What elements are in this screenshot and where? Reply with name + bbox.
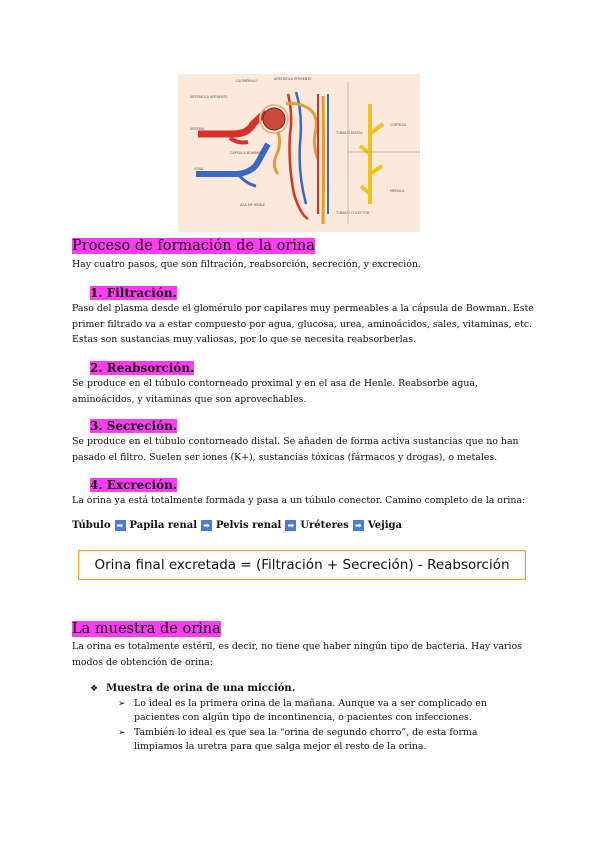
figure-label-7: TÚBULO DISTAL [336,131,363,135]
path-step-3: Pelvis renal [216,520,282,531]
step4-text: La orina ya está totalmente formada y pasa a un túbulo conector. Camino completo de la orina: [72,495,526,506]
sub-item-2 [118,726,518,754]
path-step-4: Uréteres [300,520,349,531]
diamond-bullet-icon: ❖ [90,683,99,694]
step4-heading-text: 4. Excreción. [90,478,178,492]
sample-heading [72,621,221,638]
arrow-right-icon: ➡ [115,520,126,531]
figure-label-2: ARTERIOLA EFERENTE [274,77,312,81]
sample-heading-text: La muestra de orina [72,621,221,637]
arrow-right-icon: ➡ [201,520,212,531]
sub-item-2-text: También lo ideal es que sea la “orina de segundo chorro”, de esta forma limpiamos la uretra para que salga mejor el resto de la orina. [134,727,478,752]
urine-path [72,520,402,531]
arrowhead-bullet-icon: ➢ [118,699,126,709]
path-step-5: Vejiga [367,520,402,531]
path-step-2: Papila renal [129,520,197,531]
formation-heading [72,238,315,255]
step2-heading-text: 2. Reabsorción. [90,361,195,375]
figure-label-4: ARTERIA [190,127,205,131]
step1-heading-text: 1. Filtración. [90,286,177,300]
figure-label-6: VENA [194,167,204,171]
arrow-right-icon: ➡ [285,520,296,531]
bullet-item [90,683,295,694]
step2-text: Se produce en el túbulo contorneado proximal y en el asa de Henle. Reabsorbe agua, aminoácidos, y vitaminas que son aprovechables. [72,378,478,405]
path-step-1: Túbulo [72,520,111,531]
step1-text: Paso del plasma desde el glomérulo por capilares muy permeables a la cápsula de Bowman. Este primer filtrado va a estar compuesto por agua, glucosa, urea, aminoácidos, sales, vitaminas, etc. Estas son sustancias muy valiosas, por lo que se necesita reabsorberlas. [72,303,534,345]
sub-item-1 [118,697,518,725]
figure-label-9: MÉDULA [390,189,405,193]
figure-label-11: TÚBULO COLECTOR [336,211,370,215]
figure-label-8: CORTEZA [390,123,407,127]
sub-item-1-text: Lo ideal es la primera orina de la mañana. Aunque va a ser complicado en pacientes con algún tipo de incontinencia, o pacientes con infecciones. [134,698,487,723]
formula-text: Orina final excretada = (Filtración + Secreción) - Reabsorción [94,557,510,573]
nephron-figure [178,74,420,232]
step3-heading-text: 3. Secreción. [90,419,178,433]
arrow-right-icon: ➡ [353,520,364,531]
nephron-diagram [178,74,420,232]
figure-label-5: CÁPSULA BOWMAN [230,151,263,155]
figure-label-10: ASA DE HENLE [240,203,266,207]
step3-text: Se produce en el túbulo contorneado distal. Se añaden de forma activa sustancias que no han pasado el filtro. Suelen ser iones (K+), sustancias tóxicas (fármacos y drogas), o metales. [72,436,519,463]
figure-label-3: ARTERIOLA AFERENTE [190,95,228,99]
figure-label-1: GLOMÉRULO [236,79,258,83]
formula-box [78,550,526,580]
sample-text: La orina es totalmente estéril, es decir, no tiene que haber ningún tipo de bacteria. Hay varios modos de obtención de orina: [72,641,522,668]
formation-heading-text: Proceso de formación de la orina [72,238,315,254]
arrowhead-bullet-icon: ➢ [118,728,126,738]
step4-heading [90,478,177,492]
bullet-title: Muestra de orina de una micción. [106,683,296,694]
formation-intro: Hay cuatro pasos, que son filtración, reabsorción, secreción, y excreción. [72,259,421,270]
step2-heading [90,361,194,375]
step3-heading [90,419,177,433]
step1-heading [90,286,177,300]
